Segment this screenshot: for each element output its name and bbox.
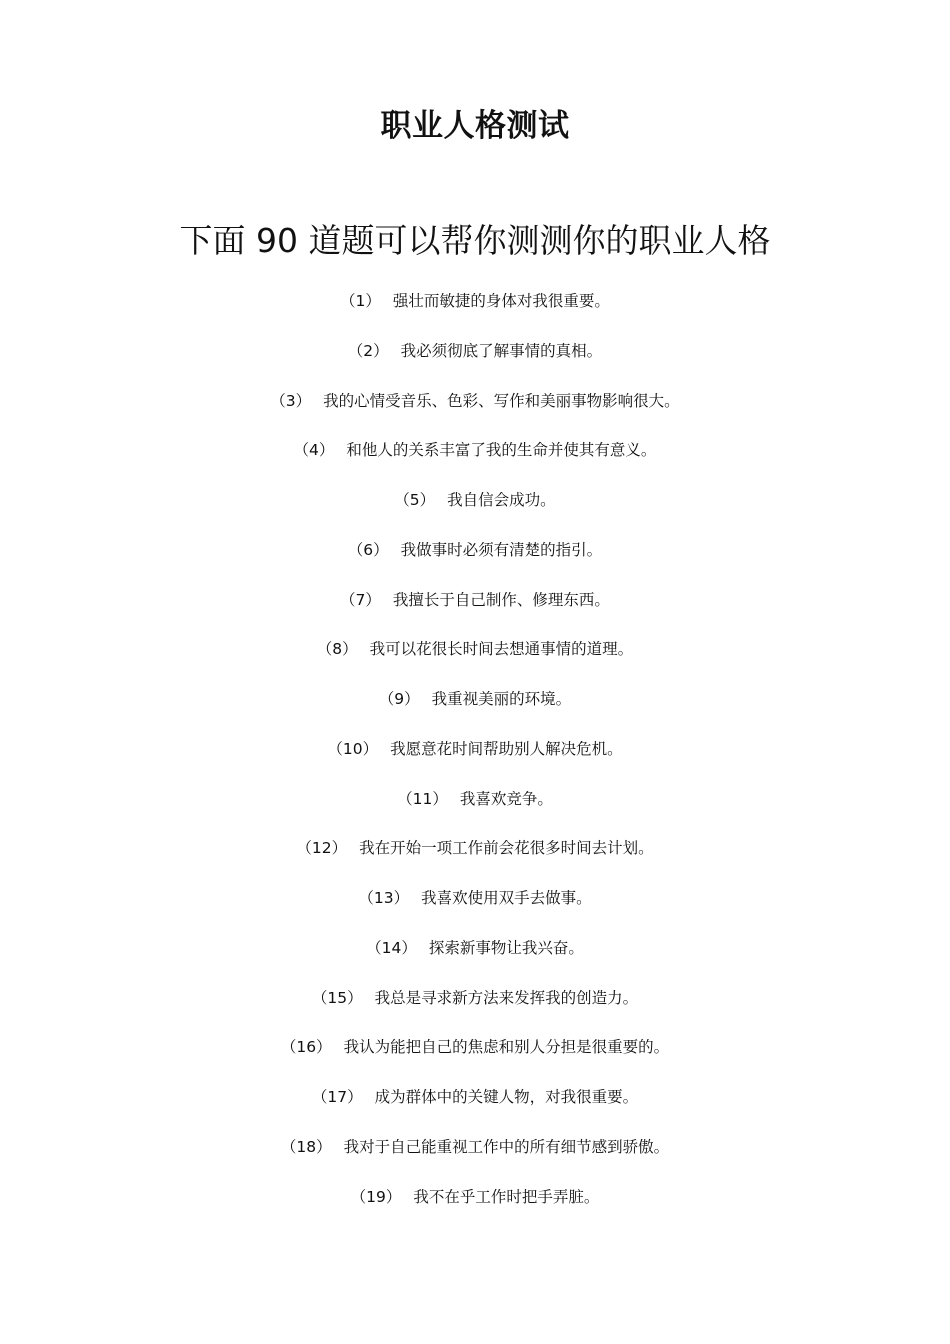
question-number: （12） bbox=[296, 839, 348, 858]
question-text: 和他人的关系丰富了我的生命并使其有意义。 bbox=[346, 441, 657, 460]
question-text: 我重视美丽的环境。 bbox=[431, 690, 572, 708]
question-text: 我可以花很长时间去想通事情的道理。 bbox=[369, 640, 634, 659]
question-item bbox=[0, 784, 950, 834]
question-item bbox=[0, 1082, 950, 1132]
question-number: （8） bbox=[316, 640, 358, 659]
question-text: 探索新事物让我兴奋。 bbox=[428, 938, 584, 957]
document-subtitle: 下面 90 道题可以帮你测测你的职业人格 bbox=[179, 221, 771, 260]
question-number: （13） bbox=[358, 889, 410, 907]
question-number: （2） bbox=[347, 341, 389, 360]
question-item bbox=[0, 933, 950, 983]
question-text: 我愿意花时间帮助别人解决危机。 bbox=[390, 739, 623, 758]
question-number: （7） bbox=[340, 590, 381, 609]
question-text: 强壮而敏捷的身体对我很重要。 bbox=[392, 292, 610, 310]
question-number: （9） bbox=[378, 690, 420, 708]
question-text: 成为群体中的关键人物，对我很重要。 bbox=[374, 1088, 639, 1106]
question-number: （15） bbox=[311, 988, 363, 1007]
question-item bbox=[0, 386, 950, 436]
question-text: 我不在乎工作时把手弄脏。 bbox=[413, 1187, 600, 1206]
question-text: 我自信会成功。 bbox=[447, 491, 556, 509]
question-number: （1） bbox=[340, 292, 381, 310]
question-number: （14） bbox=[366, 938, 417, 957]
question-item bbox=[0, 585, 950, 635]
question-number: （16） bbox=[280, 1038, 332, 1057]
question-item bbox=[0, 485, 950, 535]
document-title: 职业人格测试 bbox=[380, 108, 570, 144]
question-text: 我的心情受音乐、色彩、写作和美丽事物影响很大。 bbox=[323, 391, 680, 410]
question-item bbox=[0, 1132, 950, 1182]
question-number: （3） bbox=[270, 391, 312, 410]
question-item bbox=[0, 535, 950, 585]
question-item bbox=[0, 983, 950, 1033]
question-number: （4） bbox=[293, 441, 335, 460]
question-text: 我对于自己能重视工作中的所有细节感到骄傲。 bbox=[343, 1137, 670, 1156]
question-item bbox=[0, 883, 950, 933]
question-text: 我总是寻求新方法来发挥我的创造力。 bbox=[374, 988, 639, 1007]
question-number: （17） bbox=[311, 1088, 363, 1106]
question-number: （19） bbox=[350, 1187, 402, 1206]
question-item bbox=[0, 833, 950, 883]
question-item bbox=[0, 734, 950, 784]
question-number: （18） bbox=[280, 1137, 332, 1156]
question-list bbox=[0, 286, 950, 1231]
question-text: 我认为能把自己的焦虑和别人分担是很重要的。 bbox=[343, 1038, 670, 1057]
question-text: 我喜欢使用双手去做事。 bbox=[421, 889, 592, 907]
question-item bbox=[0, 336, 950, 386]
question-text: 我擅长于自己制作、修理东西。 bbox=[392, 590, 610, 609]
question-item bbox=[0, 684, 950, 734]
question-text: 我必须彻底了解事情的真相。 bbox=[400, 341, 603, 360]
question-text: 我在开始一项工作前会花很多时间去计划。 bbox=[359, 839, 654, 858]
question-item bbox=[0, 286, 950, 336]
question-number: （11） bbox=[397, 789, 448, 808]
question-item bbox=[0, 634, 950, 684]
question-item bbox=[0, 435, 950, 485]
question-number: （6） bbox=[347, 540, 389, 559]
question-item bbox=[0, 1032, 950, 1082]
question-item bbox=[0, 1182, 950, 1232]
question-text: 我做事时必须有清楚的指引。 bbox=[400, 540, 603, 559]
question-text: 我喜欢竞争。 bbox=[459, 789, 553, 808]
question-number: （10） bbox=[327, 739, 379, 758]
question-number: （5） bbox=[394, 491, 436, 509]
